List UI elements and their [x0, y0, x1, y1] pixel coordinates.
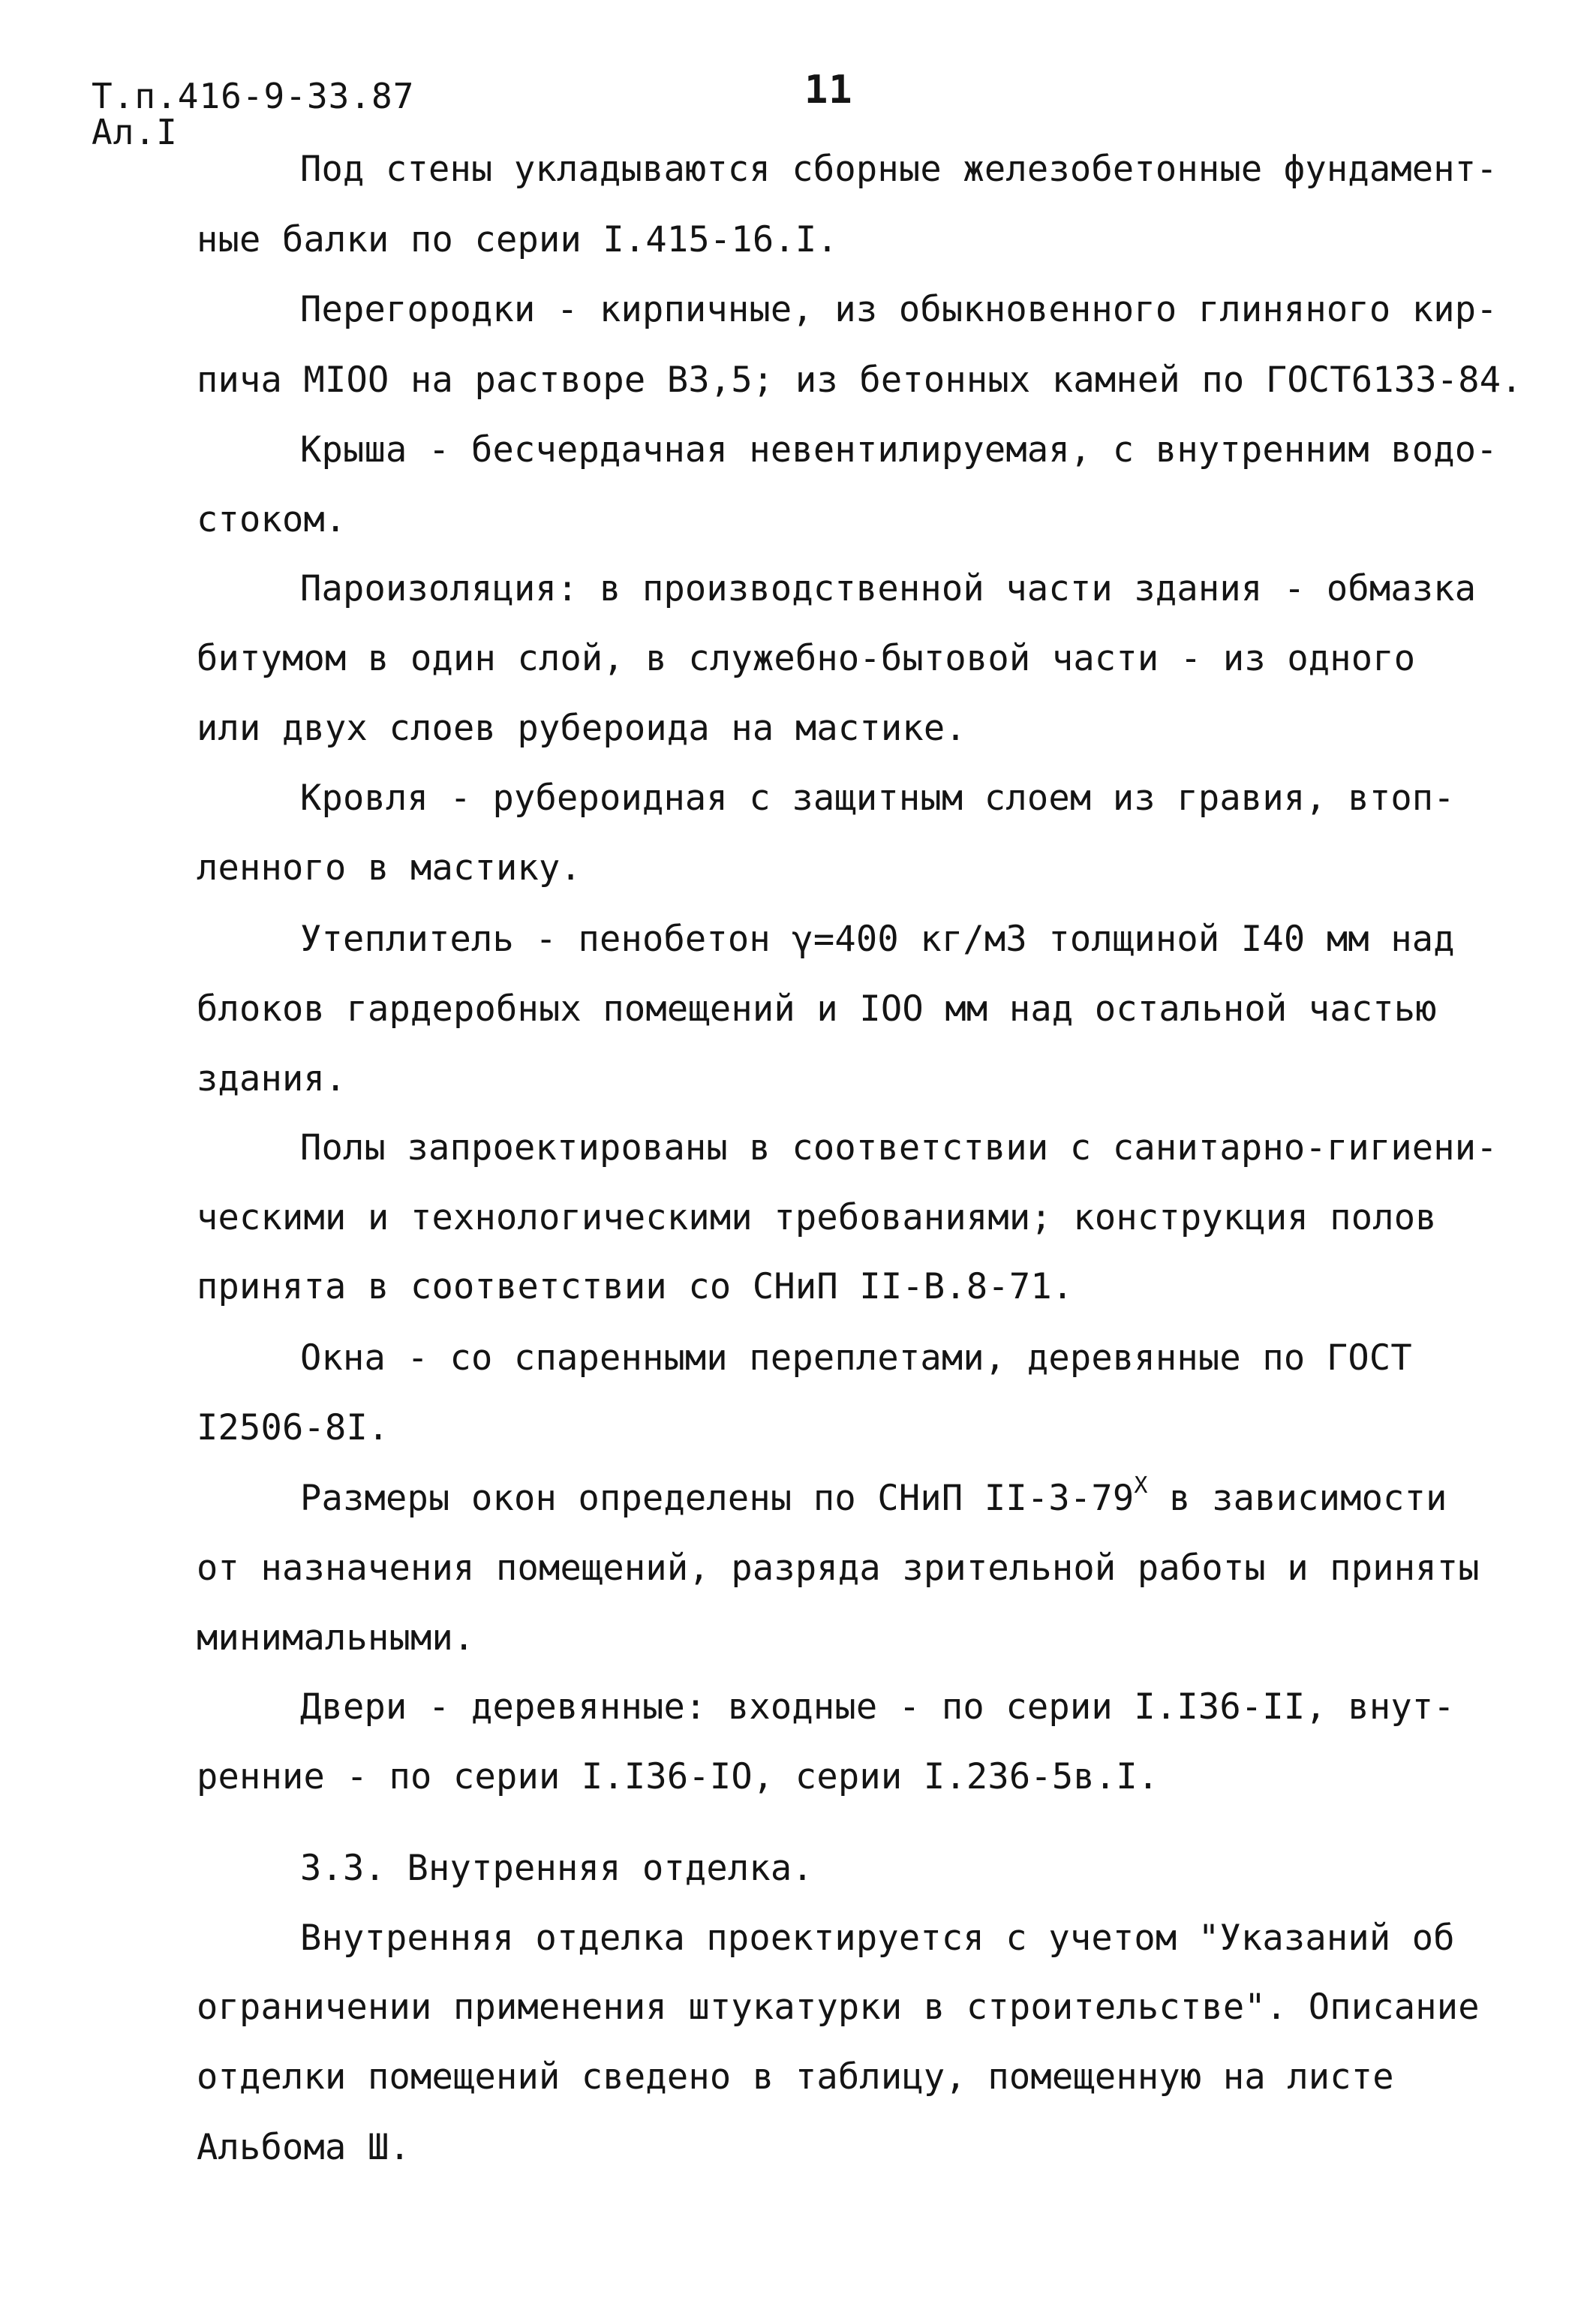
text-line: Альбома Ш.	[197, 2127, 410, 2168]
text-line: ленного в мастику.	[197, 847, 582, 889]
superscript: X	[1134, 1472, 1148, 1499]
text-line: или двух слоев рубероида на мастике.	[197, 708, 966, 749]
text-line: Двери - деревянные: входные - по серии I.I36-II, внут-	[300, 1686, 1455, 1728]
text-line: ческими и технологическими требованиями; конструкция полов	[197, 1197, 1437, 1238]
text-line: ные балки по серии I.415-16.I.	[197, 219, 838, 260]
text-line-with-superscript	[300, 1472, 1447, 1521]
section-heading: 3.3. Внутренняя отделка.	[300, 1848, 813, 1889]
text-line: битумом в один слой, в служебно-бытовой части - из одного	[197, 638, 1416, 679]
text-line: Утеплитель - пенобетон γ=400 кг/м3 толщиной I40 мм над	[300, 919, 1455, 960]
text-line: Крыша - бесчердачная невентилируемая, с внутренним водо-	[300, 429, 1498, 471]
text-line: I2506-8I.	[197, 1407, 389, 1448]
text-line: минимальными.	[197, 1617, 475, 1659]
text-line: блоков гардеробных помещений и IOO мм над остальной частью	[197, 988, 1437, 1030]
text-line: отделки помещений сведено в таблицу, помещенную на листе	[197, 2056, 1394, 2098]
text-line: здания.	[197, 1058, 347, 1099]
text-line: пича MIOO на растворе B3,5; из бетонных камней по ГОСТ6133-84.	[197, 359, 1522, 401]
text-line: Пароизоляция: в производственной части здания - обмазка	[300, 568, 1477, 609]
text-line: Перегородки - кирпичные, из обыкновенного глиняного кир-	[300, 289, 1498, 330]
text-line: ограничении применения штукатурки в строительстве". Описание	[197, 1987, 1480, 2028]
page-number: 11	[804, 68, 853, 113]
text-line: от назначения помещений, разряда зрительной работы и приняты	[197, 1548, 1480, 1589]
text-line: Полы запроектированы в соответствии с санитарно-гигиени-	[300, 1127, 1498, 1169]
album-number: Ал.I	[92, 112, 178, 152]
text-line: Размеры окон определены по СНиП II-3-79	[300, 1478, 1135, 1519]
text-line: Внутренняя отделка проектируется с учетом "Указаний об	[300, 1917, 1455, 1959]
text-line: Окна - со спаренными переплетами, деревянные по ГОСТ	[300, 1337, 1412, 1379]
text-line: Под стены укладываются сборные железобетонные фундамент-	[300, 149, 1498, 190]
document-code: Т.п.416-9-33.87	[92, 76, 415, 116]
text-line: стоком.	[197, 499, 347, 540]
text-line-tail: в зависимости	[1147, 1478, 1447, 1519]
text-line: Кровля - рубероидная с защитным слоем из гравия, втоп-	[300, 778, 1455, 819]
text-line: ренние - по серии I.I36-IO, серии I.236-5в.I.	[197, 1756, 1159, 1797]
text-line: принята в соответствии со СНиП II-B.8-71.	[197, 1266, 1074, 1307]
